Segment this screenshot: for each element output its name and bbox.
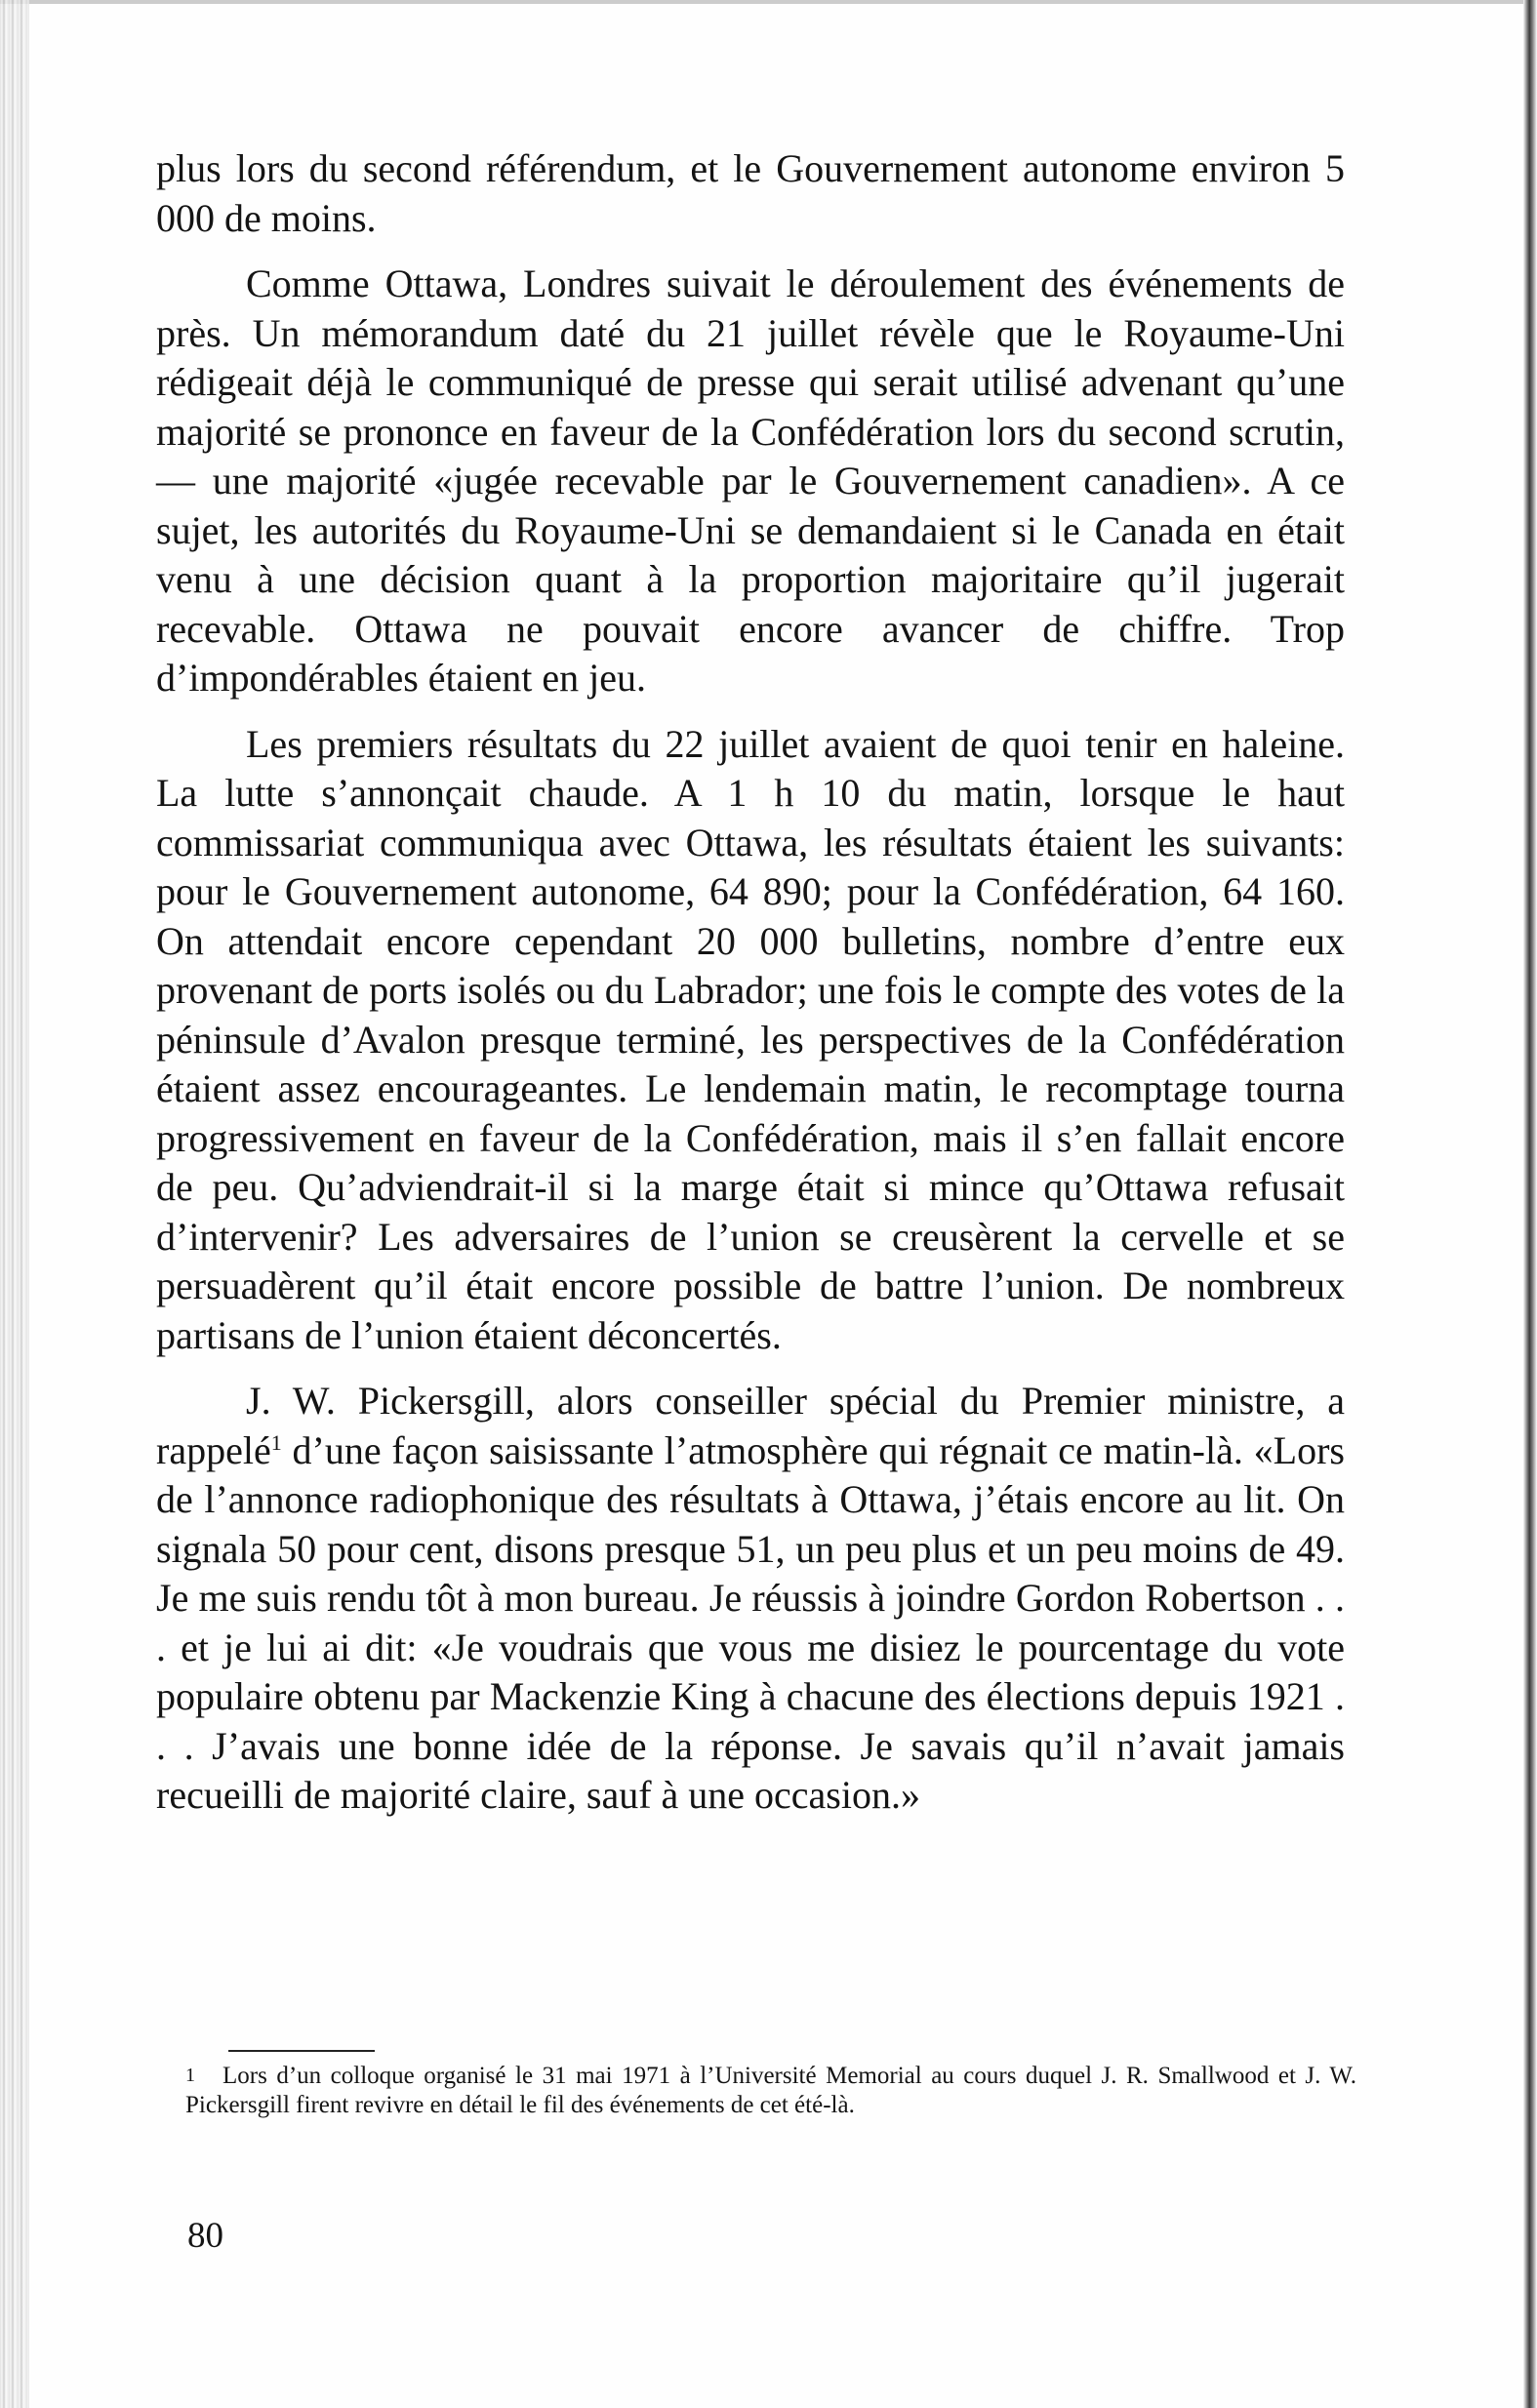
footnote	[185, 2061, 1356, 2120]
paragraph-first-results: Les premiers résultats du 22 juillet avaient de quoi tenir en haleine. La lutte s’annonçait chaude. A 1 h 10 du matin, lorsque le haut commissariat communiqua avec Ottawa, les résultats étaient les suivants: pour le Gouvernement autonome, 64 890; pour la Confédération, 64 160. On attendait encore cependant 20 000 bulletins, nombre d’entre eux provenant de ports isolés ou du Labrador; une fois le compte des votes de la péninsule d’Avalon presque terminé, les perspectives de la Confédération étaient assez encourageantes. Le lendemain matin, le recomptage tourna progressivement en faveur de la Confédération, mais il s’en fallait encore de peu. Qu’adviendrait-il si la marge était si mince qu’Ottawa refusait d’intervenir? Les adversaires de l’union se creusèrent la cervelle et se persuadèrent qu’il était encore possible de battre l’union. De nombreux partisans de l’union étaient déconcertés.	[156, 721, 1345, 1357]
page-body	[156, 144, 1345, 1837]
paragraph-london-memorandum: Comme Ottawa, Londres suivait le déroulement des événements de près. Un mémorandum daté du 21 juillet révèle que le Royaume-Uni rédigeait déjà le communiqué de presse qui serait utilisé advenant qu’une majorité se prononce en faveur de la Confédération lors du second scrutin, — une majorité «jugée recevable par le Gouvernement canadien». A ce sujet, les autorités du Royaume-Uni se demandaient si le Canada en était venu à une décision quant à la proportion majoritaire qu’il jugerait recevable. Ottawa ne pouvait encore avancer de chiffre. Trop d’impondérables étaient en jeu.	[156, 261, 1345, 700]
page-number: 80	[187, 2216, 223, 2256]
paragraph-pickersgill	[156, 1377, 1345, 1821]
footnote-separator	[228, 2050, 375, 2052]
footnote-mark: 1	[185, 2065, 195, 2086]
scan-top-edge	[0, 0, 1537, 4]
footnote-reference[interactable]: 1	[270, 1429, 282, 1455]
footnote-text: Lors d’un colloque organisé le 31 mai 1971 à l’Université Memorial au cours duquel J. R. Smallwood et J. W. Pickersgill firent revivre en détail le fil des événements de cet été-là.	[185, 2063, 1356, 2118]
scan-right-edge	[1523, 0, 1537, 2408]
pickersgill-text-end: d’une façon saisissante l’atmosphère qui régnait ce matin-là. «Lors de l’annonce radiophonique des résultats à Ottawa, j’étais encore au lit. On signala 50 pour cent, disons presque 51, un peu plus et un peu moins de 49. Je me suis rendu tôt à mon bureau. Je réussis à joindre Gordon Robertson . . . et je lui ai dit: «Je voudrais que vous me disiez le pourcentage du vote populaire obtenu par Mackenzie King à chacune des élections depuis 1921 . . . J’avais une bonne idée de la réponse. Je savais qu’il n’avait jamais recueilli de majorité claire, sauf à une occasion.»	[156, 1427, 1345, 1817]
scan-left-edge	[0, 0, 29, 2408]
paragraph-continuation: plus lors du second référendum, et le Gouvernement autonome environ 5 000 de moins.	[156, 146, 1345, 240]
pickersgill-text-start: J. W. Pickersgill, alors conseiller spécial du Premier ministre, a rappelé	[156, 1379, 1345, 1472]
